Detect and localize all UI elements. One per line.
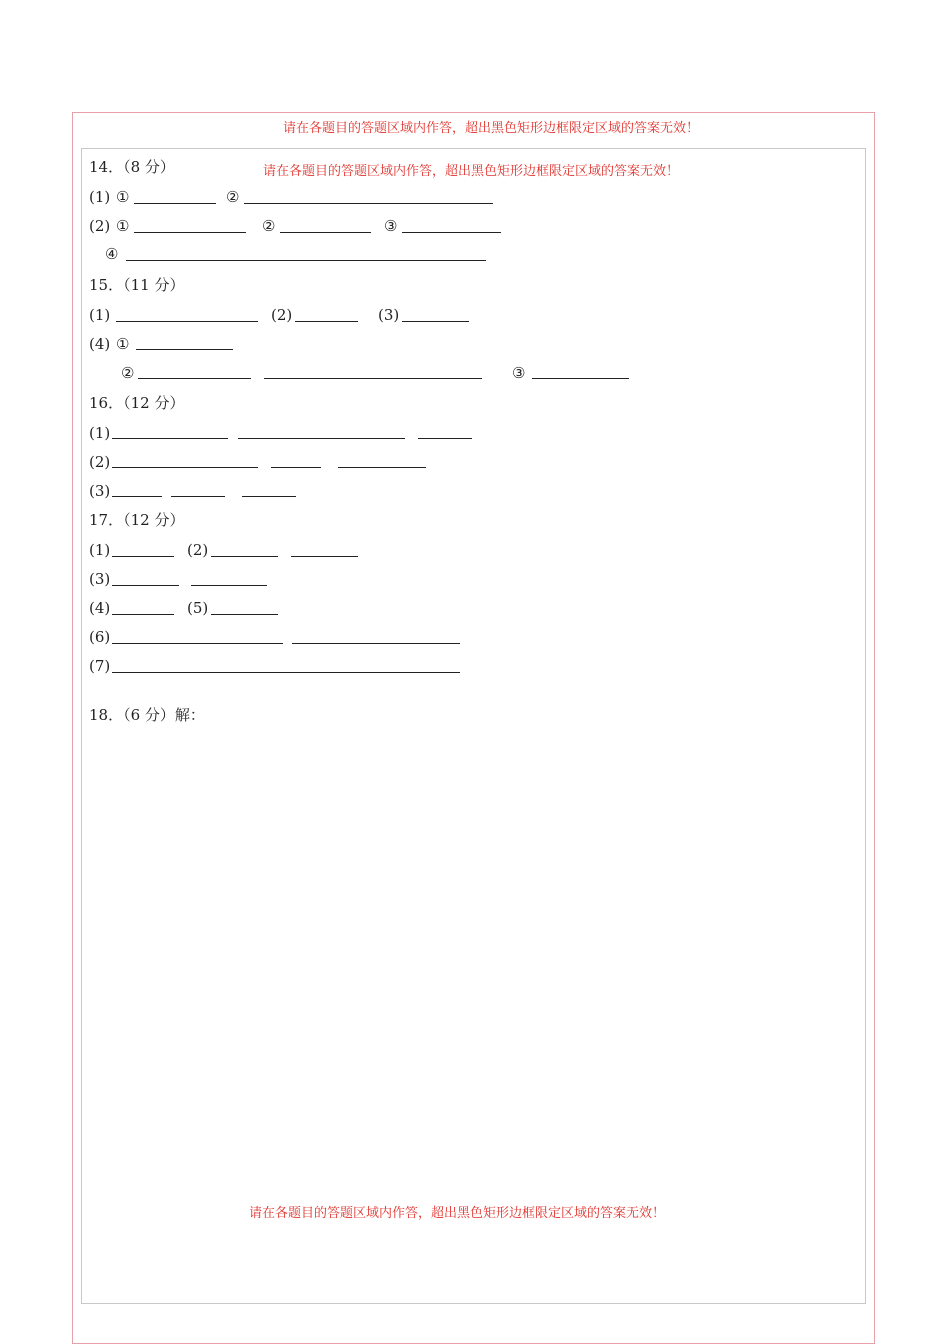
q16-1-blank2[interactable] bbox=[238, 438, 405, 439]
q17-6-blank2[interactable] bbox=[292, 643, 460, 644]
q16-part2-label: (2) bbox=[89, 453, 111, 471]
q15-4-blank3[interactable] bbox=[264, 378, 482, 379]
q14-2-circle3: ③ bbox=[384, 217, 398, 235]
q15-2-blank[interactable] bbox=[295, 321, 358, 322]
q15-title: 15．（11 分） bbox=[89, 276, 185, 294]
q16-part3-label: (3) bbox=[89, 482, 111, 500]
q14-1-blank2[interactable] bbox=[244, 203, 493, 204]
q15-4-circle2: ② bbox=[121, 364, 135, 382]
q16-2-blank2[interactable] bbox=[271, 467, 321, 468]
q14-part2-label: (2) bbox=[89, 217, 111, 235]
q17-3-blank2[interactable] bbox=[191, 585, 267, 586]
q17-4-blank[interactable] bbox=[112, 614, 174, 615]
q15-part2-label: (2) bbox=[271, 306, 293, 324]
q14-2-blank2[interactable] bbox=[280, 232, 371, 233]
q17-title: 17．（12 分） bbox=[89, 511, 185, 529]
q14-title: 14．（8 分） bbox=[89, 158, 175, 176]
q16-1-blank1[interactable] bbox=[112, 438, 228, 439]
q16-3-blank3[interactable] bbox=[242, 496, 296, 497]
top-warning: 请在各题目的答题区域内作答，超出黑色矩形边框限定区域的答案无效！ bbox=[283, 121, 700, 136]
q17-part7-label: (7) bbox=[89, 657, 111, 675]
q17-2-blank1[interactable] bbox=[211, 556, 278, 557]
q14-circle1: ① bbox=[116, 188, 130, 206]
q18-answer-area[interactable] bbox=[89, 730, 859, 1190]
q17-part1-label: (1) bbox=[89, 541, 111, 559]
q17-1-blank[interactable] bbox=[112, 556, 174, 557]
q17-part6-label: (6) bbox=[89, 628, 111, 646]
q16-2-blank1[interactable] bbox=[112, 467, 258, 468]
q14-2-circle4: ④ bbox=[105, 245, 119, 263]
q14-1-blank1[interactable] bbox=[134, 203, 216, 204]
q16-3-blank2[interactable] bbox=[171, 496, 225, 497]
q17-part4-label: (4) bbox=[89, 599, 111, 617]
q17-5-blank[interactable] bbox=[211, 614, 278, 615]
q16-2-blank3[interactable] bbox=[338, 467, 426, 468]
section-warning: 请在各题目的答题区域内作答，超出黑色矩形边框限定区域的答案无效！ bbox=[263, 164, 680, 179]
q15-4-blank1[interactable] bbox=[136, 349, 233, 350]
q14-circle2: ② bbox=[226, 188, 240, 206]
q15-part1-label: (1) bbox=[89, 306, 111, 324]
q15-part4-label: (4) bbox=[89, 335, 111, 353]
q15-4-blank2[interactable] bbox=[138, 378, 251, 379]
q15-4-circle1: ① bbox=[116, 335, 130, 353]
q17-7-blank[interactable] bbox=[112, 672, 460, 673]
q17-part3-label: (3) bbox=[89, 570, 111, 588]
q17-2-blank2[interactable] bbox=[291, 556, 358, 557]
q14-2-blank1[interactable] bbox=[134, 232, 246, 233]
q14-2-blank3[interactable] bbox=[402, 232, 501, 233]
q17-part2-label: (2) bbox=[187, 541, 209, 559]
q15-part3-label: (3) bbox=[378, 306, 400, 324]
q15-4-circle3: ③ bbox=[512, 364, 526, 382]
q16-1-blank3[interactable] bbox=[418, 438, 472, 439]
bottom-warning: 请在各题目的答题区域内作答，超出黑色矩形边框限定区域的答案无效！ bbox=[249, 1206, 666, 1221]
q14-2-circle2: ② bbox=[262, 217, 276, 235]
q17-part5-label: (5) bbox=[187, 599, 209, 617]
q18-title: 18．（6 分）解： bbox=[89, 706, 205, 724]
q15-3-blank[interactable] bbox=[402, 321, 469, 322]
q16-part1-label: (1) bbox=[89, 424, 111, 442]
q15-1-blank[interactable] bbox=[116, 321, 258, 322]
q16-3-blank1[interactable] bbox=[112, 496, 162, 497]
q14-part1-label: (1) bbox=[89, 188, 111, 206]
q16-title: 16．（12 分） bbox=[89, 394, 185, 412]
q15-4-blank4[interactable] bbox=[532, 378, 629, 379]
q17-6-blank1[interactable] bbox=[112, 643, 283, 644]
q14-2-circle1: ① bbox=[116, 217, 130, 235]
q17-3-blank1[interactable] bbox=[112, 585, 179, 586]
q14-2-blank4[interactable] bbox=[126, 260, 486, 261]
